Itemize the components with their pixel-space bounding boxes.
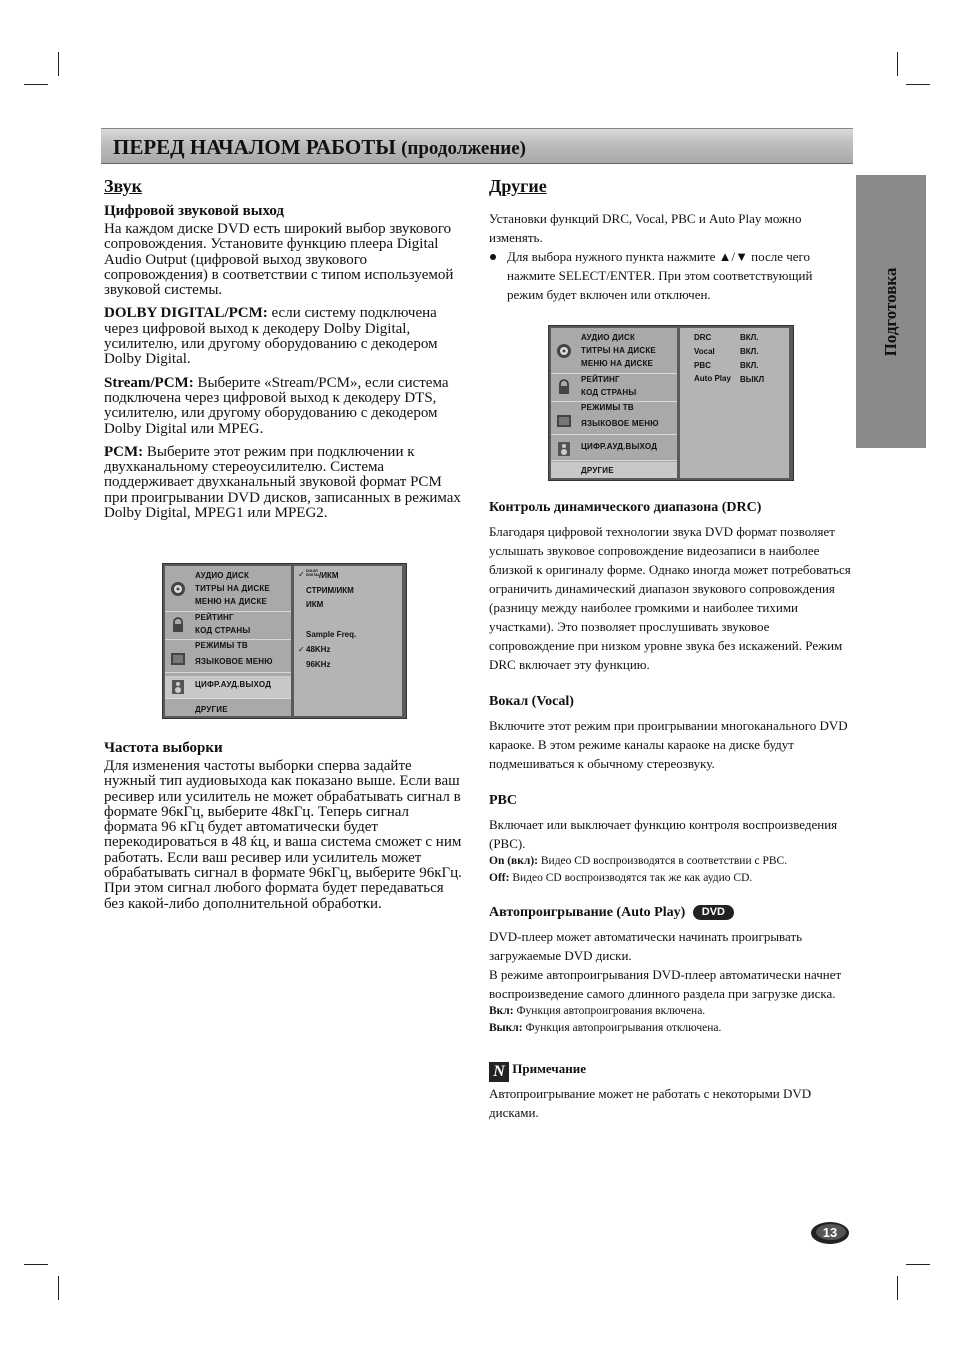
bullet-icon <box>490 254 496 260</box>
drc-heading: Контроль динамического диапазона (DRC) <box>489 500 762 515</box>
lock-icon <box>556 379 572 395</box>
dolby-term: DOLBY DIGITAL/PCM: <box>104 305 268 322</box>
disc-icon <box>170 581 186 597</box>
osd-item-audio-disc: АУДИО ДИСК <box>195 571 250 580</box>
osd-item-disc-menu: МЕНЮ НА ДИСКЕ <box>581 359 654 368</box>
osd-row-tv <box>165 639 291 673</box>
osd-row-digital-audio <box>551 438 677 461</box>
osd-item-tv-modes: РЕЖИМЫ ТВ <box>195 641 248 650</box>
osd-other-settings <box>680 328 789 478</box>
autoplay-off-line <box>489 1020 851 1037</box>
crop-mark <box>906 84 930 85</box>
osd-item-tv-modes: РЕЖИМЫ ТВ <box>581 403 634 412</box>
pbc-on-text: Видео CD воспроизводятся в соответствии с PBC. <box>538 855 788 867</box>
crop-mark <box>897 1276 898 1300</box>
setting-autoplay-value: ВЫКЛ <box>740 375 765 384</box>
osd-row-tv <box>551 401 677 435</box>
pcm-term: PCM: <box>104 443 144 460</box>
autoplay-text-1: DVD-плеер может автоматически начинать проигрывать загружаемые DVD диски. <box>489 929 803 963</box>
osd-row-others <box>165 700 291 716</box>
option-96khz: 96KHz <box>306 660 331 669</box>
osd-item-menu-language: ЯЗЫКОВОЕ МЕНЮ <box>195 657 273 666</box>
autoplay-on-text: Функция автопроигрования включена. <box>513 1005 706 1017</box>
section-title-others: Другие <box>489 176 547 196</box>
option-48khz: 48KHz <box>306 645 331 654</box>
osd-item-digital-audio-output: ЦИФР.АУД.ВЫХОД <box>581 442 658 451</box>
digital-output-intro: На каждом диске DVD есть широкий выбор звукового сопровождения. Установите функцию плеера Digital Audio Output (цифровой выход звукового сопровождения) в соответствии с типом используемой звуковой системы. <box>104 221 454 299</box>
crop-mark <box>24 84 48 85</box>
disc-icon <box>556 343 572 359</box>
page-title-main: ПЕРЕД НАЧАЛОМ РАБОТЫ <box>113 135 396 159</box>
pcm-text: Выберите этот режим при подключении к двухканальному стереоусилителю. Система поддерживает двухканальный звуковой формат PCM при проигрывании DVD дисков, записанных в режимах Dolby Digital, MPEG1 или MPEG2. <box>104 443 461 522</box>
setting-vocal-label: Vocal <box>694 347 715 356</box>
crop-mark <box>58 52 59 76</box>
right-lower <box>489 500 851 1122</box>
osd-audio-options <box>294 566 402 716</box>
option-dolby-small: DOLBY DIGITAL <box>306 569 320 577</box>
pbc-heading: PBC <box>489 793 517 808</box>
tv-icon <box>170 651 186 667</box>
setting-autoplay-label: Auto Play <box>694 374 731 383</box>
page-title-sub: (продолжение) <box>401 138 527 159</box>
option-pcm: ИКМ <box>306 600 324 609</box>
header-banner <box>101 128 853 164</box>
left-column <box>104 176 466 529</box>
vocal-text: Включите этот режим при проигрывании многоканального DVD караоке. В этом режиме каналы караоке на диске будут подмешиваться к обычному стереозвуку. <box>489 718 848 771</box>
osd-item-country-code: КОД СТРАНЫ <box>195 626 251 635</box>
side-tab <box>856 175 926 448</box>
sample-rate-text: Для изменения частоты выборки сперва задайте нужный тип аудиовыхода как показано выше. Если ваш ресивер или усилитель не может обрабатывать сигнал в формате 96кГц, выберите 48кГц. Теперь сигнал формата 96 кГц будет автоматически будет перекодироваться в 48 ќц, и ваша система сможет с ним работать. Если ваш ресивер или усилитель может обрабатывать сигнал в формате 96кГц, выберите 96кГц. При этом сигнал любого формата будет передаваться без какой-либо дополнительной обработки. <box>104 758 462 912</box>
autoplay-off-text: Функция автопроигрывания отключена. <box>522 1022 722 1034</box>
pbc-off-line <box>489 870 851 887</box>
others-bullet-text: Для выбора нужного пункта нажмите ▲/▼ после чего нажмите SELECT/ENTER. При этом соответствующий режим будет включен или отключен. <box>507 249 813 302</box>
osd-item-disc-subtitle: ТИТРЫ НА ДИСКЕ <box>195 584 270 593</box>
osd-other-menu-list <box>551 328 677 478</box>
osd-item-disc-menu: МЕНЮ НА ДИСКЕ <box>195 597 268 606</box>
page-number-badge <box>810 1221 850 1245</box>
setting-pbc-label: PBC <box>694 361 711 370</box>
pbc-on-term: On (вкл): <box>489 855 538 867</box>
autoplay-heading: Автопроигрывание (Auto Play) <box>489 905 686 920</box>
osd-item-menu-language: ЯЗЫКОВОЕ МЕНЮ <box>581 419 659 428</box>
others-intro: Установки функций DRC, Vocal, PBC и Auto Play можно изменять. <box>489 211 802 245</box>
osd-row-rating <box>551 373 677 402</box>
setting-vocal-value: ВКЛ. <box>740 347 759 356</box>
note-icon: N <box>489 1062 509 1082</box>
speaker-icon <box>170 679 186 695</box>
osd-item-rating: РЕЙТИНГ <box>195 613 234 622</box>
others-bullet <box>489 247 849 304</box>
tv-icon <box>556 413 572 429</box>
stream-term: Stream/PCM: <box>104 374 194 391</box>
lock-icon <box>170 617 186 633</box>
digital-output-heading: Цифровой звуковой выход <box>104 203 285 219</box>
autoplay-heading-line <box>489 905 851 921</box>
side-tab-label: Подготовка <box>881 267 900 356</box>
vocal-heading: Вокал (Vocal) <box>489 694 574 709</box>
osd-row-others <box>551 462 677 478</box>
autoplay-off-term: Выкл: <box>489 1022 523 1034</box>
osd-row-disc <box>165 566 291 612</box>
option-stream-pcm: СТРИМ/ИКМ <box>306 586 354 595</box>
autoplay-text-2: В режиме автопроигрывания DVD-плеер автоматически начнет воспроизведение самого длинного раздела при загрузке диска. <box>489 967 842 1001</box>
dvd-badge: DVD <box>693 905 734 920</box>
pbc-off-text: Видео CD воспроизводятся так же как аудио CD. <box>509 872 753 884</box>
crop-mark <box>24 1264 48 1265</box>
pbc-text: Включает или выключает функцию контроля воспроизведения (PBC). <box>489 817 838 851</box>
osd-item-digital-audio-output: ЦИФР.АУД.ВЫХОД <box>195 680 272 689</box>
drc-text: Благодаря цифровой технологии звука DVD формат позволяет услышать звуковое сопровождение видеозаписи в наиболее близкой к оригиналу форме. Однако иногда может потребоваться ограничить динамический диапазон звукового сопровождения (разницу между наиболее громкими и наиболее тихими участками). Это позволяет прослушивать звуковое сопровождение при низком уровне звука без искажений. Режим DRC включает эту функцию. <box>489 524 851 672</box>
autoplay-on-line <box>489 1003 851 1020</box>
note-text: Автопроигрывание может не работать с некоторыми DVD дисками. <box>489 1086 812 1120</box>
sample-rate-heading: Частота выборки <box>104 740 223 756</box>
osd-item-rating: РЕЙТИНГ <box>581 375 620 384</box>
check-icon: ✓ <box>298 645 305 654</box>
pbc-on-line <box>489 853 851 870</box>
osd-item-audio-disc: АУДИО ДИСК <box>581 333 636 342</box>
speaker-icon <box>556 441 572 457</box>
sample-freq-label: Sample Freq. <box>306 630 357 639</box>
setting-drc-label: DRC <box>694 333 712 342</box>
osd-item-others: ДРУГИЕ <box>581 466 614 475</box>
note-heading-line <box>489 1061 851 1082</box>
crop-mark <box>58 1276 59 1300</box>
autoplay-on-term: Вкл: <box>489 1005 514 1017</box>
page-title <box>113 135 526 160</box>
osd-audio-menu <box>162 563 407 719</box>
setting-pbc-value: ВКЛ. <box>740 361 759 370</box>
sample-rate-section <box>104 740 466 920</box>
stream-text: Выберите «Stream/PCM», если система подключена через цифровой выход к декодеру DTS, усилителю, или другому оборудованию с декодером Dolby Digital или MPEG. <box>104 374 449 437</box>
note-heading: Примечание <box>512 1061 586 1076</box>
option-dolby-pcm: /ИКМ <box>319 571 339 580</box>
check-icon: ✓ <box>298 570 305 579</box>
page-number: 13 <box>822 1225 838 1240</box>
setting-drc-value: ВКЛ. <box>740 333 759 342</box>
crop-mark <box>897 52 898 76</box>
osd-item-disc-subtitle: ТИТРЫ НА ДИСКЕ <box>581 346 656 355</box>
osd-audio-menu-list <box>165 566 291 716</box>
section-title-sound: Звук <box>104 176 142 196</box>
dolby-text: если систему подключена через цифровой выход к декодеру Dolby Digital, усилителю, или другому оборудованию с декодером Dolby Digital. <box>104 305 438 368</box>
osd-row-digital-audio <box>165 676 291 699</box>
osd-other-menu <box>548 325 794 481</box>
osd-item-country-code: КОД СТРАНЫ <box>581 388 637 397</box>
crop-mark <box>906 1264 930 1265</box>
right-column <box>489 176 849 304</box>
osd-row-rating <box>165 611 291 640</box>
dolby-paragraph <box>104 306 466 367</box>
pcm-paragraph <box>104 445 466 521</box>
osd-item-others: ДРУГИЕ <box>195 705 228 714</box>
pbc-off-term: Off: <box>489 872 510 884</box>
stream-paragraph <box>104 376 466 437</box>
osd-row-disc <box>551 328 677 374</box>
